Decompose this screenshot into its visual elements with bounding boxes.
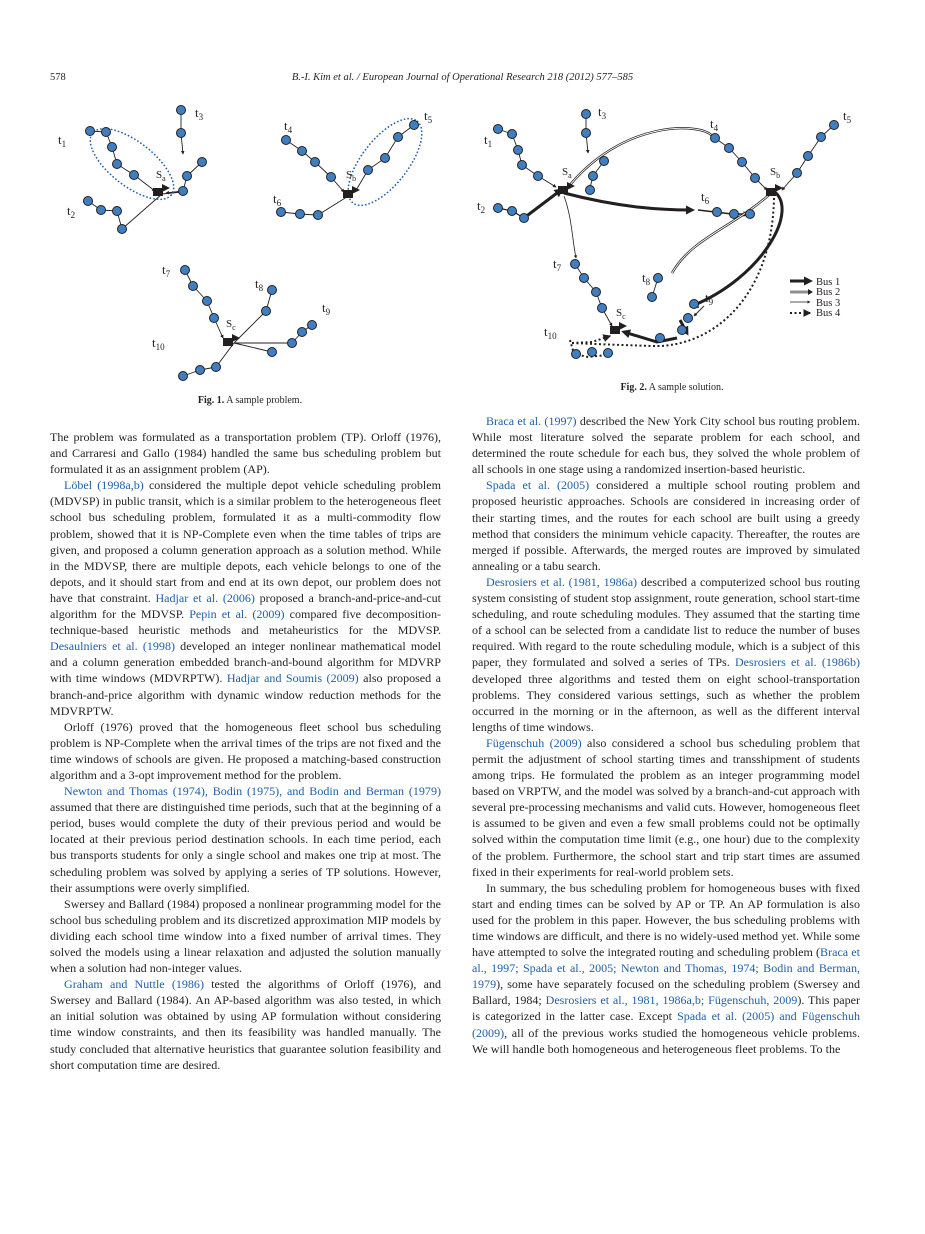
svg-text:Sa: $S_a$ bbox=[562, 166, 572, 180]
svg-text:Sc: $S_c$ bbox=[616, 307, 626, 321]
citation-link[interactable]: Pepin et al. (2009) bbox=[189, 607, 285, 622]
svg-text:t9: $t_9$ bbox=[705, 290, 714, 307]
paragraph: Graham and Nuttle (1986) tested the algorithms of Orloff (1976), and Swersey and Ballard (1984). An AP-based algorithm was also tested, in which an initial solution was obtained by using AP formulation without considering time window constraints, and then its feasibility was handled manually. The study concluded that alternative heuristics that guarantee solution feasibility and short computation time are desired. bbox=[50, 977, 442, 1072]
svg-text:t9: $t_9$ bbox=[322, 300, 331, 317]
paragraph: Swersey and Ballard (1984) proposed a nonlinear programming model for the school bus scheduling problem and its discretized approximation MIP models by dividing each school time window into a fixed number of arrival times. They solved the models using a linear relaxation and adjusted the solution manually when a solution had non-integer values. bbox=[50, 896, 441, 976]
figure-2-caption-text: A sample solution. bbox=[648, 382, 724, 393]
paragraph: Löbel (1998a,b) considered the multiple depot vehicle scheduling problem (MDVSP) in public transit, which is a similar problem to the heterogeneous fleet school bus scheduling problem, formulated it as a multi-commodity flow problem, showed that it is NP-Complete even when the time tables of trips are given, and proposed a column generation approach as a solution method. While in the MDVSP, there are multiple depots, each vehicle belongs to one of the depots, and it should start from and end at its own depot, our problem does not have that constraint. Hadjar et al. (2006) proposed a branch-and-price-and-cut algorithm for the MDVSP. Pepin et al. (2009) compared five decomposition-technique-based heuristic methods and metaheuristics for the MDVSP. Desaulniers et al. (1998) developed an integer nonlinear mathematical model and a column generation embedded branch-and-bound algorithm for MDVRP with time windows (MDVRPTW). Hadjar and Soumis (2009) also proposed a branch-and-price algorithm with dynamic window reduction methods for the MDVRPTW. bbox=[50, 478, 442, 718]
citation-link[interactable]: Hadjar and Soumis (2009) bbox=[226, 671, 359, 686]
citation-link[interactable]: Desrosiers et al., 1981, 1986a,b; Fügenschuh, 2009 bbox=[545, 993, 798, 1008]
citation-link[interactable]: Spada et al. (2005) and Fügenschuh (2009) bbox=[472, 1009, 860, 1040]
svg-text:t1: $t_1$ bbox=[484, 132, 493, 149]
svg-text:Sb: $S_b$ bbox=[770, 166, 781, 180]
svg-text:t8: $t_8$ bbox=[642, 270, 651, 287]
paragraph: In summary, the bus scheduling problem for homogeneous buses with fixed start and ending times can be solved by AP or TP. An AP formulation is also used for the problem in this paper. However, the bus scheduling problems with time windows are difficult, and there is no widely-used method yet. While some have attempted to solve the integrated routing and scheduling problem (Braca et al., 1997; Spada et al., 2005; Newton and Thomas, 1974; Bodin and Berman, 1979), some have separately focused on the scheduling problem (Swersey and Ballard, 1984; Desrosiers et al., 1981, 1986a,b; Fügenschuh, 2009). This paper is categorized in the latter case. Except Spada et al. (2005) and Fügenschuh (2009), all of the previous works studied the homogeneous vehicle problems. We will handle both homogeneous and heterogeneous fleet problems. To the bbox=[472, 880, 861, 1056]
svg-text:t1: $t_1$ bbox=[58, 132, 67, 149]
figure-1 bbox=[50, 98, 450, 388]
citation-link[interactable]: Newton and Thomas (1974), Bodin (1975), and Bodin and Berman (1979) bbox=[64, 784, 441, 799]
svg-text:t2: $t_2$ bbox=[477, 198, 486, 215]
figure-2 bbox=[472, 98, 872, 378]
citation-link[interactable]: Hadjar et al. (2006) bbox=[155, 590, 255, 605]
legend-bus-3: Bus 3 bbox=[816, 298, 841, 309]
figure-2-caption bbox=[472, 382, 872, 393]
legend-bus-1: Bus 1 bbox=[816, 277, 841, 288]
citation-link[interactable]: Desrosiers et al. (1981, 1986a) bbox=[486, 574, 638, 589]
citation-link[interactable]: Spada et al. (2005) bbox=[486, 478, 590, 493]
right-column bbox=[472, 413, 860, 1057]
figure-1-caption bbox=[50, 395, 450, 406]
paragraph: Newton and Thomas (1974), Bodin (1975), and Bodin and Berman (1979) assumed that there are distinguished time periods, such that at the beginning of a period, buses would complete the duty of their previous period and would be located at their previous period destination schools. In each time period, each bus transports students for only a single school and makes one trip at most. The scheduling problem was solved by applying a series of TP solutions. However, their assumptions were overly simplified. bbox=[50, 784, 441, 895]
figure-2-caption-label: Fig. 2. bbox=[620, 382, 647, 393]
svg-text:t4: $t_4$ bbox=[284, 118, 293, 135]
svg-text:t3: $t_3$ bbox=[195, 105, 204, 122]
citation-link[interactable]: Löbel (1998a,b) bbox=[64, 478, 144, 493]
svg-text:Sb: $S_b$ bbox=[346, 169, 357, 183]
svg-text:t2: $t_2$ bbox=[67, 203, 76, 220]
legend-bus-2: Bus 2 bbox=[816, 287, 841, 298]
paragraph: Orloff (1976) proved that the homogeneous fleet school bus scheduling problem is NP-Complete when the arrival times of the trips are not fixed and the time windows of schools are given. He proposed a matching-based construction algorithm and a 3-opt improvement method for the problem. bbox=[50, 719, 441, 782]
figure-1-caption-text: A sample problem. bbox=[226, 395, 303, 406]
citation-link[interactable]: Desaulniers et al. (1998) bbox=[50, 639, 175, 654]
citation-link[interactable]: Braca et al. (1997) bbox=[486, 414, 577, 428]
citation-link[interactable]: Fügenschuh (2009) bbox=[486, 735, 582, 750]
svg-text:t5: $t_5$ bbox=[843, 108, 852, 125]
citation-link[interactable]: Graham and Nuttle (1986) bbox=[64, 977, 204, 992]
svg-text:t4: $t_4$ bbox=[710, 116, 719, 133]
paragraph: Fügenschuh (2009) also considered a school bus scheduling problem that permit the adjustment of school starting times and transshipment of students among trips. He formulated the problem as an integer programming model based on VRPTW, and the model was solved by a branch-and-cut approach with several pre-processing mechanisms and valid cuts. However, homogeneous fleet is assumed to be given and even a few small problems could not be optimally solved within the computation time limit (e.g., one hour) due to the complexity of the problem. Furthermore, the school start and trip start times are assumed fixed in their experiments for real-world problem sets. bbox=[472, 735, 860, 879]
svg-text:t3: $t_3$ bbox=[598, 104, 607, 121]
left-column bbox=[50, 429, 441, 1073]
svg-text:t6: $t_6$ bbox=[701, 189, 710, 206]
citation-link[interactable]: Braca et al., 1997; Spada et al., 2005; Newton and Thomas, 1974; Bodin and Berman, 1979 bbox=[472, 945, 860, 992]
svg-text:t8: $t_8$ bbox=[255, 276, 264, 293]
paragraph: The problem was formulated as a transportation problem (TP). Orloff (1976), and Carraresi and Gallo (1984) handled the same bus scheduling problem but formulated it as an assignment problem (AP). bbox=[50, 430, 441, 477]
svg-text:t6: $t_6$ bbox=[273, 191, 282, 208]
svg-text:t7: $t_7$ bbox=[553, 256, 562, 273]
svg-text:Sc: $S_c$ bbox=[226, 318, 236, 332]
legend-bus-4: Bus 4 bbox=[816, 308, 841, 319]
svg-text:t10: $t_{10}$ bbox=[152, 335, 165, 352]
svg-text:t5: $t_5$ bbox=[424, 108, 433, 125]
paragraph: Spada et al. (2005) considered a multiple school routing problem and proposed heuristic approaches. Schools are considered in increasing order of their starting times, and the routes for each school are built using a greedy method that considers the minimum vehicle capacity. Thereafter, the routes are merged if possible. Afterwards, the merged routes are improved by simulated annealing or a tabu search. bbox=[472, 478, 860, 573]
paragraph: Braca et al. (1997) described the New York City school bus routing problem. While most literature solved the separate problem for each school, and determined the route schedule for each bus, they solved the whole problem of all schools in one stage using a randomized insertion-based heuristic. bbox=[472, 414, 860, 477]
figure-1-caption-label: Fig. 1. bbox=[197, 395, 225, 406]
svg-text:t7: $t_7$ bbox=[162, 262, 171, 279]
page-number: 578 bbox=[50, 72, 66, 83]
svg-text:Sa: $S_a$ bbox=[156, 169, 166, 183]
svg-text:t10: $t_{10}$ bbox=[544, 324, 557, 341]
figure-2-legend bbox=[790, 277, 841, 319]
running-header: B.-I. Kim et al. / European Journal of Operational Research 218 (2012) 577–585 bbox=[291, 72, 634, 83]
citation-link[interactable]: Desrosiers et al. (1986b) bbox=[734, 655, 860, 670]
paragraph: Desrosiers et al. (1981, 1986a) described a computerized school bus routing system consisting of student stop assignment, route generation, school start-time scheduling, and route scheduling modules. They assumed that the starting time of a school can be selected from a candidate list to reduce the number of buses required. With regard to the route scheduling module, which is a subject of this paper, they formulated and solved a series of TPs. Desrosiers et al. (1986b) developed three algorithms and tested them on eight school-transportation problems. They considered various settings, such as whether the problem occurred in the morning or in the afternoon, as well as the different interval lengths of time windows. bbox=[472, 574, 860, 734]
